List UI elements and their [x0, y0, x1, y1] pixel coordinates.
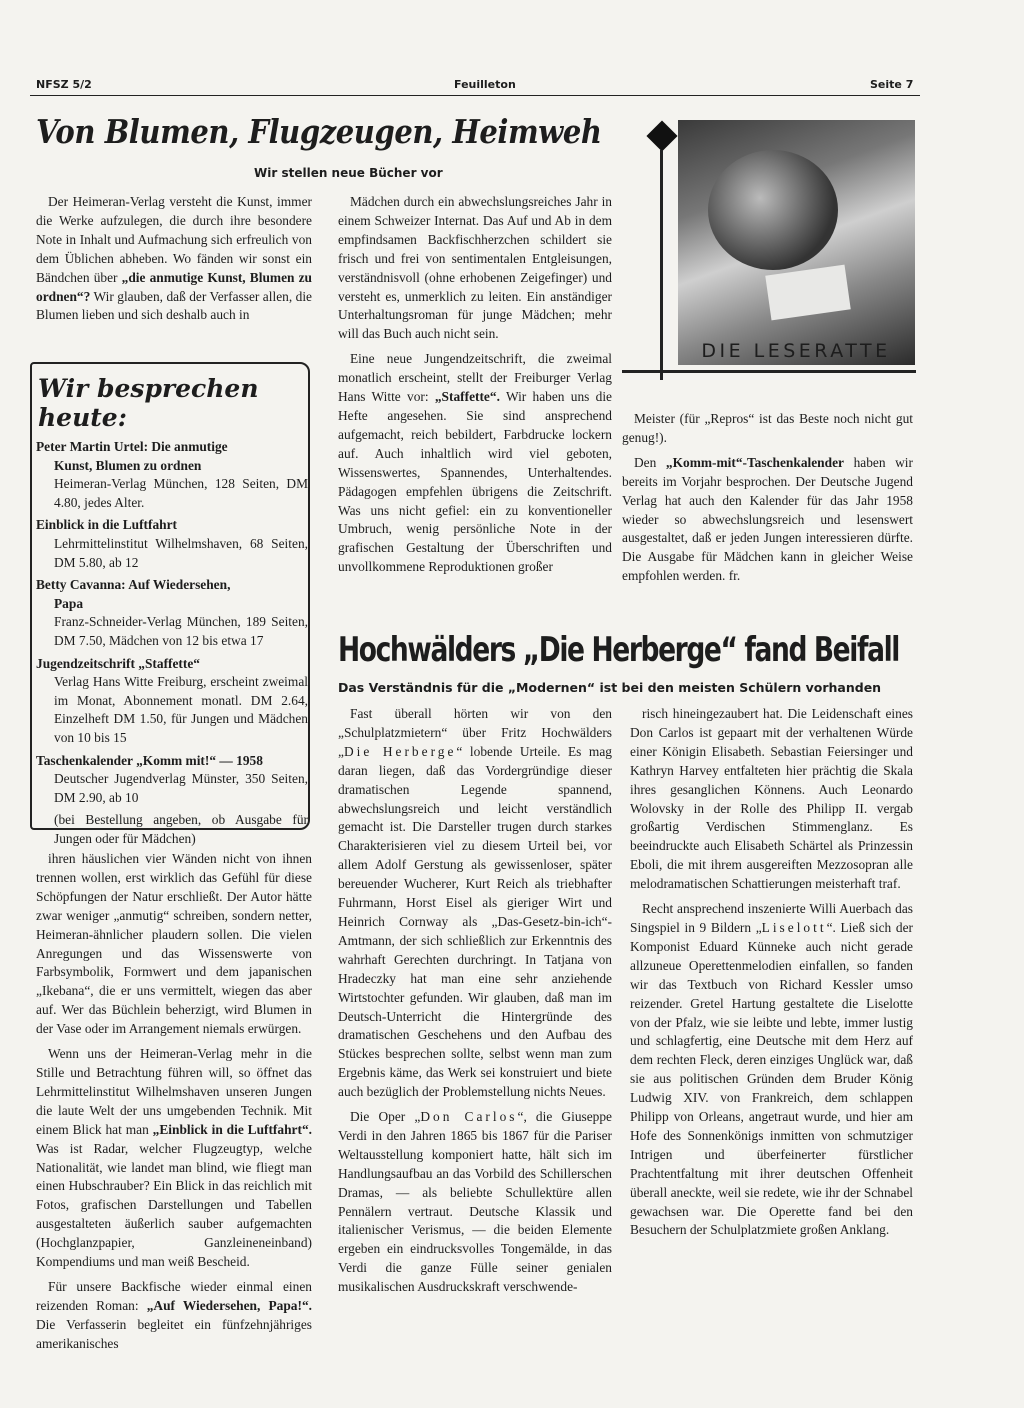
text-segment: Wenn uns der Heimeran-Verlag mehr in die Stille und Betrachtung führen will, so öffnet das Lehrmittelinstitut Wilhelmshaven unseren Jungen die laute Welt der uns umgebenden Technik. Mit einem Blick hat man: [36, 1046, 312, 1137]
text-segment: Recht ansprechend inszenierte Willi Auerbach das Singspiel in 9 Bildern „: [630, 901, 913, 935]
text-segment: ihren häuslichen vier Wänden nicht von ihnen trennen wollen, erst wirklich das Gefühl für diese Schöpfungen der Natur erschließt. Der Autor hätte zwar weniger „anmutig“ schreiben, sondern netter, Heimeran-ähnlicher plaudern sollen. Die vielen Anregungen und das Wissenswerte von Farbsymbolik, Formwert und dem japanischen „Ikebana“, die er uns vermittelt, wiegen das aber auf. Wer das Büchlein beherzigt, wird Blumen in der Vase oder im Arrangement niemals erwürgen.: [36, 851, 312, 1037]
paragraph: [338, 350, 612, 577]
text-segment: Meister (für „Repros“ ist das Beste noch nicht gut genug!).: [622, 411, 913, 445]
section-name: Feuilleton: [454, 78, 516, 91]
paragraph: [36, 850, 312, 1039]
paragraph: [622, 410, 913, 448]
review-entry: [36, 576, 308, 650]
entry-detail: (bei Bestellung angeben, ob Ausgabe für Jungen oder für Mädchen): [54, 812, 308, 846]
review-entry: [36, 516, 308, 572]
bold-text: „die anmutige Kunst, Blumen zu ordnen“?: [36, 269, 312, 304]
text-segment: risch hineingezaubert hat. Die Leidenschaft eines Don Carlos ist gepaart mit der verhaltenen Würde einer Königin Elisabeth. Sebastian Feiersinger und Kathryn Harvey entfalteten hier prächtig die Skala ihres gesanglichen Könnens. Auch Leonardo Wolovsky in der Rolle des Philipp II. vergab großartig Verdischen Stimmenglanz. Es beeindruckte auch Elisabeth Schärtel als Prinzessin Eboli, die mit ihrem ausgereiften Mezzosopran alle melodramatischen Schattierungen meisterhaft traf.: [630, 706, 913, 892]
text-segment: “ lobende Urteile. Es mag daran liegen, daß das Vordergründige dieser dramatischen Legende spannend, abwechslungsreich und leicht verständlich gemacht ist. Die Darsteller trugen durch starkes Charakterisieren viel zu diesem Urteil bei, vor allem Adolf Gerstung als gewissenloser, später bereuender Wucherer, Kurt Reich als triebhafter Fuhrmann, Horst Eisel als gieriger Wirt und Heinrich Cornway als „Das-Gesetz-bin-ich“-Amtmann, der sich schließlich zur Erkenntnis des wahrhaft Gerechten durchringt. In Tatjana von Hradeczky hat man eine sehr anziehende Wirtstochter gefunden. Wir glauben, daß man im Deutsch-Unterricht die Hintergründe des dramatischen Geschehens und den Aufbau des Stückes besprechen sollte, selbst wenn man zum Ergebnis käme, das Werk sei konstruiert und biete auch bezüglich der Problemstellung nichts Neues.: [338, 743, 612, 1100]
entry-detail: Heimeran-Verlag München, 128 Seiten, DM 4.80, jedes Alter.: [54, 476, 308, 510]
review-entry: [36, 811, 308, 848]
paragraph: [338, 1108, 612, 1297]
caption-rule: [622, 370, 916, 373]
article1-right: [622, 410, 913, 592]
review-entry: [36, 752, 308, 808]
article1-mid: [338, 193, 612, 583]
text-segment: Die Herberge: [343, 743, 457, 759]
vertical-rule: [660, 150, 663, 380]
text-segment: Was ist Radar, welcher Flugzeugtyp, welche Nationalität, wie landet man blind, wie fliegt man einen Hubschrauber? Ein Blick in das reichlich mit Fotos, grafischen Darstellungen und Tabellen ausgestalteten äußerlich sauber aufgemachten (Hochglanzpapier, Ganzleineneinband) Kompendiums und man weiß Bescheid.: [36, 1140, 312, 1270]
text-segment: Den: [634, 454, 666, 470]
text-segment: Don Carlos: [420, 1109, 518, 1125]
article1-left-top: [36, 193, 312, 331]
paragraph: [630, 705, 913, 894]
text-segment: Wir glauben, daß der Verfasser allen, die Blumen lieben und sich deshalb auch in: [36, 288, 312, 323]
text-segment: Eine neue Jungendzeitschrift, die zweimal monatlich erscheint, stellt der Freiburger Verlag Hans Witte vor:: [338, 351, 612, 405]
paragraph: [630, 900, 913, 1240]
article-title: Von Blumen, Flugzeugen, Heimweh: [36, 112, 602, 151]
bold-text: „Auf Wiedersehen, Papa!“.: [146, 1297, 312, 1313]
text-segment: “. Ließ sich der Komponist Eduard Künneke auch nicht gerade allzuneue Operettenmelodien einfallen, so fanden wir das Textbuch von Richard Kessler umso reizender. Gretel Hartung gestaltete die Liselotte von der Pfalz, wie sie leibte und lebte, immer lustig und schlagfertig, eine Deutsche mit dem Herz auf dem rechten Fleck, deren einziges Unglück war, daß sie aus politischen Gründen dem Bruder König Ludwig XIV. von Frankreich, dem schlappen Philipp von Orleans, angetraut wurde, und hier am Hofe des Sonnenkönigs inmitten von schmutziger Intrigen und überfeinerter fürstlicher Prachtentfaltung mit ihrer deutschen Offenheit überall aneckte, weil sie redete, wie ihr der Schnabel gewachsen war. Die Operette fand bei den Besuchern der Schulplatzmiete großen Anklang.: [630, 919, 913, 1238]
article-subtitle: Wir stellen neue Bücher vor: [254, 166, 443, 180]
review-entries: [36, 438, 308, 848]
diamond-ornament: [646, 120, 677, 151]
entry-detail: Deutscher Jugendverlag Münster, 350 Seiten, DM 2.90, ab 10: [54, 771, 308, 805]
bold-text: „Komm-mit“-Taschenkalender: [665, 454, 844, 470]
entry-detail: Franz-Schneider-Verlag München, 189 Seiten, DM 7.50, Mädchen von 12 bis etwa 17: [54, 614, 308, 648]
text-segment: Fast überall hörten wir von den „Schulplatzmietern“ über Fritz Hochwälders „: [338, 706, 612, 759]
text-segment: Für unsere Backfische wieder einmal einen reizenden Roman:: [36, 1278, 312, 1313]
article2-headline: Hochwälders „Die Herberge“ fand Beifall: [338, 630, 899, 670]
entry-title: Einblick in die Luftfahrt: [36, 517, 178, 533]
text-segment: haben wir bereits im Vorjahr besprochen. Der Deutsche Jugend Verlag hat auch den Kalender für das Jahr 1958 wieder so abwechslungsreich und lesenswert ausgestaltet, daß er jeden Jungen interessieren dürfte. Die Ausgabe für Mädchen kann in gleicher Weise empfohlen werden. fr.: [622, 454, 913, 584]
article1-left-bottom: [36, 850, 312, 1360]
bold-text: „Einblick in die Luftfahrt“.: [152, 1121, 312, 1137]
entry-title2: Kunst, Blumen zu ordnen: [54, 457, 202, 473]
review-box: [30, 362, 310, 846]
photo-caption: DIE LESERATTE: [701, 340, 891, 362]
text-segment: Wir haben uns die Hefte angesehen. Sie sind ansprechend aufgemacht, reich bebildert, Farbdrucke lockern auf. Auch inhaltlich wird viel geboten, Wissenswertes, Spannendes, Unterhaltendes. Pädagogen empfehlen übrigens die Zeitschrift. Was uns nicht gefiel: ein zu konventioneller Umbruch, wenig persönliche Note in der grafischen Gestaltung der Überschriften und unvollkommene Reproduktionen großer: [338, 389, 612, 575]
entry-title: Betty Cavanna: Auf Wiedersehen,: [36, 577, 231, 593]
review-box-heading: Wir besprechen heute:: [38, 374, 259, 432]
text-segment: Die Oper „: [350, 1109, 421, 1125]
review-entry: [36, 438, 308, 512]
header-rule: [30, 95, 920, 96]
paragraph: [36, 1278, 312, 1354]
text-segment: Der Heimeran-Verlag versteht die Kunst, immer die Werke aufzulegen, die durch ihre besondere Note in Inhalt und Aufmachung sich erfreulich von dem Üblichen abheben. Wo fänden wir sonst ein Bändchen über: [36, 194, 312, 285]
entry-detail: Lehrmittelinstitut Wilhelmshaven, 68 Seiten, DM 5.80, ab 12: [54, 535, 308, 570]
photo-reading-girl: [678, 120, 915, 365]
issue-number: NFSZ 5/2: [36, 78, 92, 91]
text-segment: “, die Giuseppe Verdi in den Jahren 1865 bis 1867 für die Pariser Weltausstellung komponiert hatte, hält sich im Handlungsaufbau an das Vorbild des Schillerschen Dramas, — als beliebte Schullektüre allen Pennälern vertraut. Deutsche Klassik und italienischer Verismus, — die beiden Elemente ergeben ein eindrucksvolles Tongemälde, in das Verdi die ganze Fülle seiner genialen musikalischen Ausdruckskraft verschwende-: [338, 1109, 613, 1295]
text-segment: Mädchen durch ein abwechslungsreiches Jahr in einem Schweizer Internat. Das Auf und Ab in dem empfindsamen Backfischherzchen schildert sie frisch und frei von sentimentalen Entgleisungen, verständnisvoll (ohne erhobenen Zeigefinger) und versteht es, unmerklich zu leiten. Ein anständiger Unterhaltungsroman für junge Mädchen; mehr will das Buch auch nicht sein.: [338, 194, 612, 342]
entry-title: Jugendzeitschrift „Staffette“: [36, 655, 200, 671]
entry-title: Peter Martin Urtel: Die anmutige: [36, 439, 228, 454]
text-segment: Die Verfasserin begleitet ein fünfzehnjähriges amerikanisches: [36, 1316, 312, 1351]
bold-text: „Staffette“.: [434, 389, 500, 405]
page-number: Seite 7: [870, 78, 914, 91]
review-entry: [36, 655, 308, 748]
article2-mid: [338, 705, 612, 1303]
paragraph: [36, 1045, 312, 1272]
entry-title: Taschenkalender „Komm mit!“ — 1958: [36, 752, 263, 768]
article2-right: [630, 705, 913, 1246]
entry-detail: Verlag Hans Witte Freiburg, erscheint zweimal im Monat, Abonnement monatl. DM 2.64, Einzelheft DM 1.50, für Jungen und Mädchen von 10 bis 15: [54, 674, 308, 745]
text-segment: Liselott: [761, 919, 827, 935]
paragraph: [338, 705, 612, 1102]
paragraph: [36, 193, 312, 325]
article2-subheadline: Das Verständnis für die „Modernen“ ist bei den meisten Schülern vorhanden: [338, 680, 882, 695]
paragraph: [622, 454, 913, 586]
paragraph: [338, 193, 612, 344]
entry-title2: Papa: [54, 595, 84, 611]
